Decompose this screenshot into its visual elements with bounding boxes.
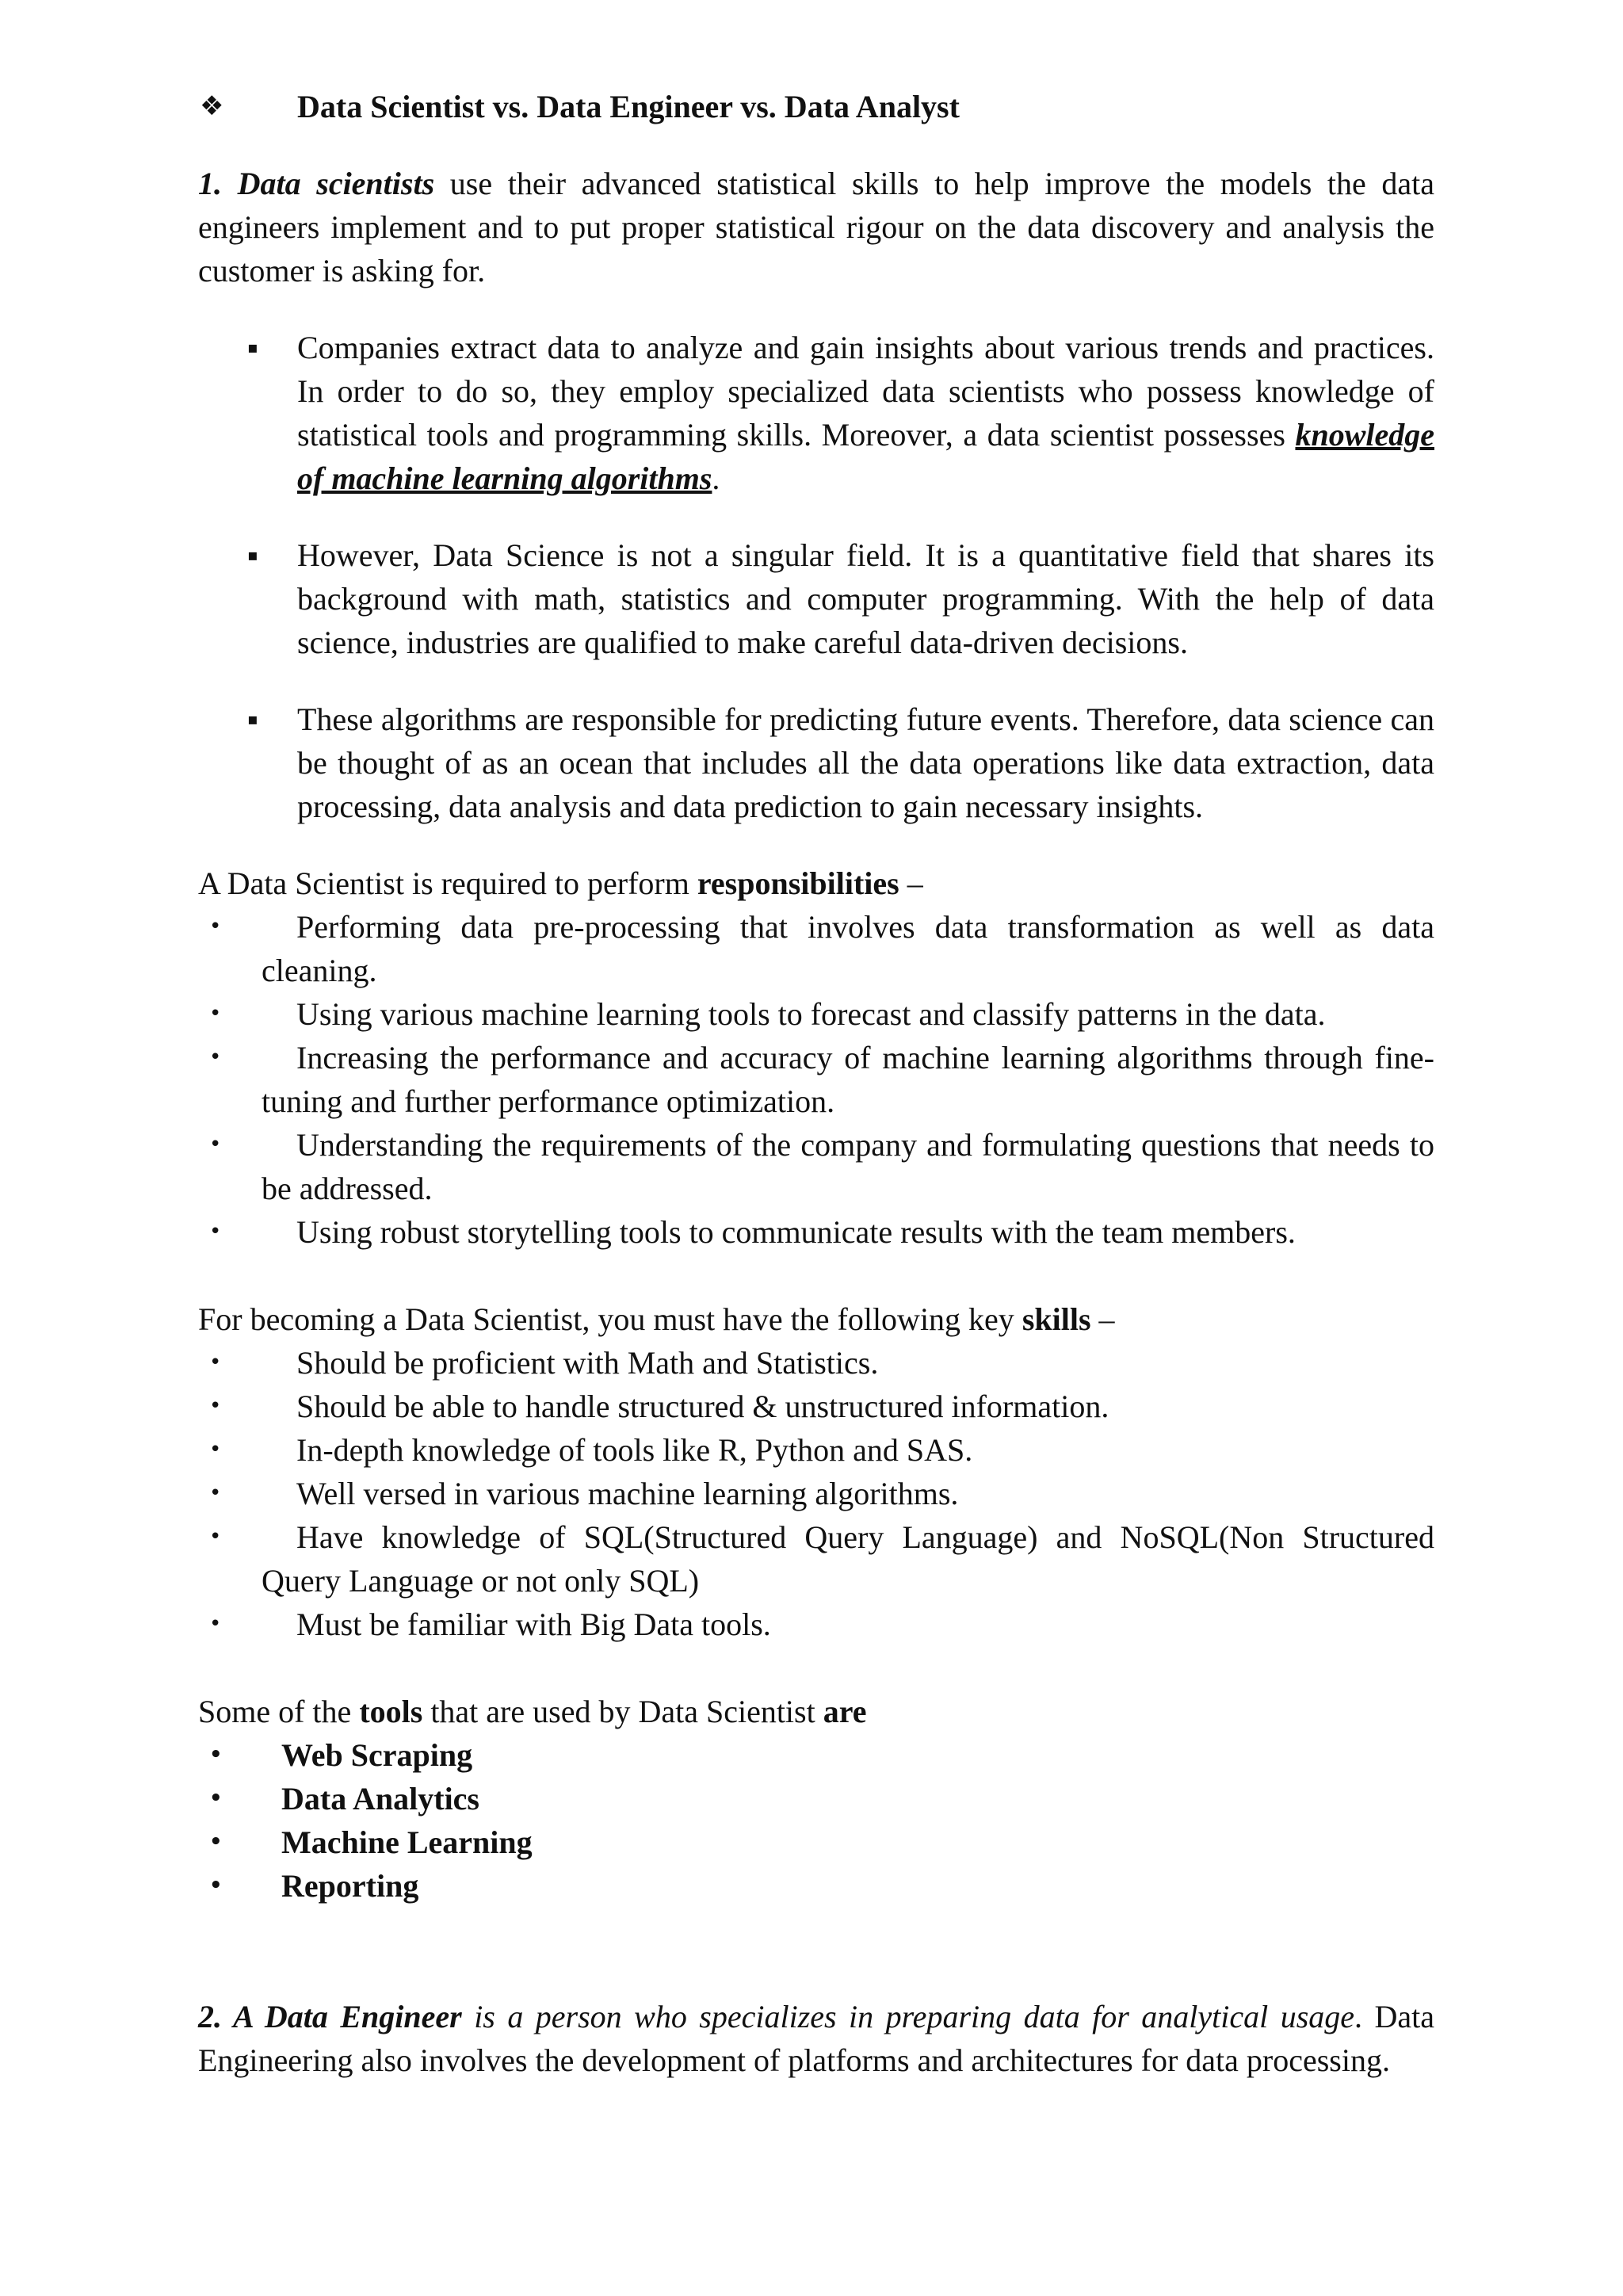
spacer [198, 1908, 1434, 1995]
list-item-text: In-depth knowledge of tools like R, Python and SAS. [296, 1432, 973, 1468]
section1-points [198, 326, 1434, 828]
section2-italic-text: is a person who specializes in preparing data for analytical usage [461, 1999, 1355, 2034]
section1-intro [198, 162, 1434, 292]
bullet-icon: • [209, 1350, 222, 1374]
section1-term: Data scientists [237, 166, 435, 201]
section1-number: 1. [198, 166, 222, 201]
list-item [198, 1036, 1434, 1123]
section1-intro-text: use their advanced statistical skills to help improve the models the data engineers implement and to put proper statistical rigour on the data discovery and analysis the customer is asking for. [198, 166, 1434, 288]
tool-name: Data Analytics [281, 1781, 479, 1817]
point-text: Companies extract data to analyze and gain insights about various trends and practices. In order to do so, they employ specialized data scientists who possess knowledge of statistical tools and programming skills. Moreover, a data scientist possesses [297, 330, 1434, 453]
list-item [198, 1864, 1434, 1908]
list-item-text: Should be able to handle structured & unstructured information. [296, 1389, 1109, 1424]
bullet-icon: • [209, 1612, 222, 1636]
bullet-icon: • [209, 1133, 222, 1156]
bullet-icon: • [209, 915, 222, 938]
tool-name: Machine Learning [281, 1824, 533, 1860]
list-item [198, 1385, 1434, 1428]
tools-are: are [823, 1694, 867, 1729]
list-item-text: Should be proficient with Math and Statistics. [296, 1345, 879, 1381]
list-item [198, 1820, 1434, 1864]
bullet-icon: • [209, 1786, 223, 1810]
list-item [198, 1777, 1434, 1820]
bullet-icon: • [209, 1525, 222, 1549]
skills-label: skills [1022, 1301, 1091, 1337]
point-text-end: . [712, 460, 720, 496]
page-title: Data Scientist vs. Data Engineer vs. Data Analyst [297, 89, 960, 124]
list-item [198, 1472, 1434, 1515]
spacer [198, 1254, 1434, 1297]
list-item [198, 1603, 1434, 1646]
skills-lead: For becoming a Data Scientist, you must have the following key [198, 1301, 1022, 1337]
list-item-text: Increasing the performance and accuracy of machine learning algorithms through fine-tuning and further performance optimization. [262, 1040, 1434, 1119]
list-item [198, 905, 1434, 992]
list-item-text: Have knowledge of SQL(Structured Query Language) and NoSQL(Non Structured Query Language or not only SQL) [262, 1519, 1434, 1599]
responsibilities-lead: A Data Scientist is required to perform [198, 865, 697, 901]
list-item [198, 1428, 1434, 1472]
square-bullet-icon: ▪ [247, 709, 258, 728]
bullet-icon: • [209, 1438, 222, 1461]
responsibilities-dash: – [899, 865, 923, 901]
square-bullet-icon: ▪ [247, 338, 258, 357]
tools-lead: Some of the [198, 1694, 360, 1729]
list-item [198, 1733, 1434, 1777]
point-text: These algorithms are responsible for predicting future events. Therefore, data science can be thought of as an ocean that includes all the data operations like data extraction, data processing, data analysis and data prediction to gain necessary insights. [297, 701, 1434, 824]
section-heading [198, 85, 1434, 128]
bullet-icon: • [209, 1743, 223, 1767]
tools-list [198, 1733, 1434, 1908]
list-item [198, 1210, 1434, 1254]
bullet-icon: • [209, 1394, 222, 1418]
skills-dash: – [1090, 1301, 1115, 1337]
point-text: However, Data Science is not a singular field. It is a quantitative field that shares its background with math, statistics and computer programming. With the help of data science, industries are qualified to make careful data-driven decisions. [297, 537, 1434, 660]
bullet-icon: • [209, 1830, 223, 1854]
list-item [198, 697, 1434, 828]
bullet-icon: • [209, 1481, 222, 1505]
square-bullet-icon: ▪ [247, 545, 258, 564]
skills-heading [198, 1297, 1434, 1341]
responsibilities-list [198, 905, 1434, 1254]
tool-name: Web Scraping [281, 1737, 473, 1773]
responsibilities-label: responsibilities [697, 865, 899, 901]
bullet-icon: • [209, 1002, 222, 1026]
list-item [198, 326, 1434, 500]
tool-name: Reporting [281, 1868, 419, 1904]
list-item [198, 533, 1434, 664]
skills-list [198, 1341, 1434, 1646]
diamond-bullet-icon: ❖ [200, 90, 224, 122]
list-item [198, 1515, 1434, 1603]
list-item-text: Performing data pre-processing that involves data transformation as well as data cleaning. [262, 909, 1434, 988]
list-item-text: Using various machine learning tools to forecast and classify patterns in the data. [296, 996, 1326, 1032]
list-item-text: Understanding the requirements of the company and formulating questions that needs to be addressed. [262, 1127, 1434, 1206]
bullet-icon: • [209, 1220, 222, 1244]
section2-intro [198, 1995, 1434, 2082]
responsibilities-heading [198, 861, 1434, 905]
bullet-icon: • [209, 1874, 223, 1897]
tools-label: tools [359, 1694, 423, 1729]
section2-text: . Data Engineering also involves the development of platforms and architectures for data processing. [198, 1999, 1434, 2078]
bullet-icon: • [209, 1045, 222, 1069]
list-item-text: Well versed in various machine learning algorithms. [296, 1476, 959, 1511]
ml-algorithms-link[interactable]: knowledge of machine learning algorithms [297, 417, 1434, 496]
list-item-text: Must be familiar with Big Data tools. [296, 1606, 771, 1642]
list-item [198, 992, 1434, 1036]
list-item [198, 1123, 1434, 1210]
document-page [198, 85, 1434, 2082]
spacer [198, 1646, 1434, 1690]
tools-mid: that are used by Data Scientist [422, 1694, 823, 1729]
list-item-text: Using robust storytelling tools to communicate results with the team members. [296, 1214, 1296, 1250]
list-item [198, 1341, 1434, 1385]
section2-term: 2. A Data Engineer [198, 1999, 462, 2034]
tools-heading [198, 1690, 1434, 1733]
